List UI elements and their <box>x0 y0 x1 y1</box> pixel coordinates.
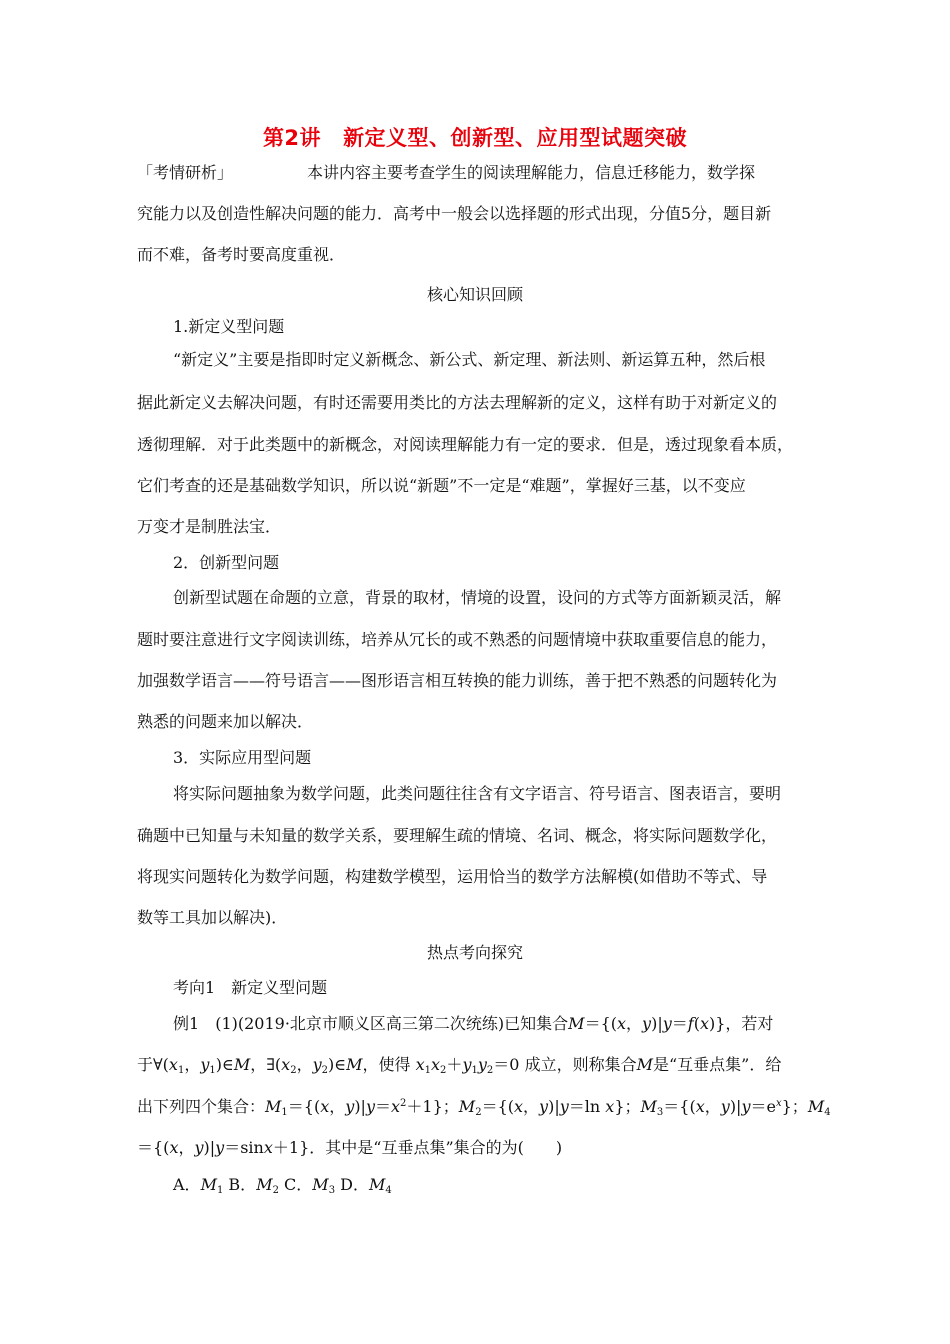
section-1-title: 1.新定义型问题 <box>173 317 285 336</box>
section-3-line: 将实际问题抽象为数学问题，此类问题往往含有文字语言、符号语言、图表语言，要明 <box>173 784 782 803</box>
direction-1-title: 考向1 新定义型问题 <box>173 978 328 997</box>
option-b[interactable]: B．$M_2$ <box>228 1175 279 1196</box>
section-3-line: 将现实问题转化为数学问题，构建数学模型，运用恰当的数学方法解模(如借助不等式、导 <box>137 867 768 886</box>
lecture-title <box>0 122 950 152</box>
section-2-line: 题时要注意进行文字阅读训练，培养从冗长的或不熟悉的问题情境中获取重要信息的能力， <box>137 630 778 649</box>
example-line-1: 例1 (1)(2019·北京市顺义区高三第二次统练)已知集合M＝{(x，y)|y＝f(x)}，若对 <box>173 1014 774 1033</box>
section-1-line: 万变才是制胜法宝． <box>137 517 282 536</box>
section-2-line: 创新型试题在命题的立意，背景的取材，情境的设置，设问的方式等方面新颖灵活，解 <box>173 588 782 607</box>
section-2-line: 加强数学语言——符号语言——图形语言相互转换的能力训练，善于把不熟悉的问题转化为 <box>137 671 778 690</box>
analysis-line-1: 「考情研析」 本讲内容主要考查学生的阅读理解能力，信息迁移能力，数学探 <box>137 163 756 182</box>
section-3-line: 数等工具加以解决)． <box>137 908 288 927</box>
example-line-2: 于$\forall(x_1$，$y_1)\in M$，$\exists(x_2$，$y_2)\in M$，使得 $x_1x_2+y_1y_2=0$ 成立，则称集合M是“互垂点集”．给 <box>137 1055 782 1076</box>
section-1-line: 据此新定义去解决问题，有时还需要用类比的方法去理解新的定义，这样有助于对新定义的 <box>137 393 778 412</box>
example-line-3: 出下列四个集合：$M_1=\{(x$，$y)|y=x^2+1$}；$M_2=\{(x$，y)|y＝ln x}；$M_3=\{(x$，$y)|y=e^x$}；$M_4$ <box>137 1097 831 1118</box>
section-1-line: 它们考查的还是基础数学知识，所以说“新题”不一定是“难题”，掌握好三基，以不变应 <box>137 476 746 495</box>
analysis-line-3: 而不难，备考时要高度重视． <box>137 245 346 264</box>
section-3-line: 确题中已知量与未知量的数学关系，要理解生疏的情境、名词、概念，将实际问题数学化， <box>137 826 778 845</box>
answer-options <box>173 1175 853 1195</box>
analysis-tag: 「考情研析」 <box>137 163 234 182</box>
example-line-4: ＝{(x，y)|y＝sinx＋1}．其中是“互垂点集”集合的为( ) <box>137 1138 563 1157</box>
section-2-line: 熟悉的问题来加以解决． <box>137 712 314 731</box>
lecture-number: 第2讲 <box>262 126 322 150</box>
option-d[interactable]: D．$M_4$ <box>340 1175 392 1196</box>
lecture-topic: 新定义型、创新型、应用型试题突破 <box>343 126 688 150</box>
section-1-line: “新定义”主要是指即时定义新概念、新公式、新定理、新法则、新运算五种，然后根 <box>173 350 766 369</box>
hot-topics-heading: 热点考向探究 <box>426 943 523 962</box>
core-knowledge-heading: 核心知识回顾 <box>426 285 523 304</box>
section-3-title: 3．实际应用型问题 <box>173 748 312 767</box>
section-2-title: 2．创新型问题 <box>173 553 280 572</box>
option-c[interactable]: C．$M_3$ <box>284 1175 336 1196</box>
analysis-line-2: 究能力以及创造性解决问题的能力．高考中一般会以选择题的形式出现，分值5分，题目新 <box>137 204 772 223</box>
option-a[interactable]: A．$M_1$ <box>173 1175 224 1196</box>
section-1-line: 透彻理解．对于此类题中的新概念，对阅读理解能力有一定的要求．但是，透过现象看本质， <box>137 435 794 454</box>
